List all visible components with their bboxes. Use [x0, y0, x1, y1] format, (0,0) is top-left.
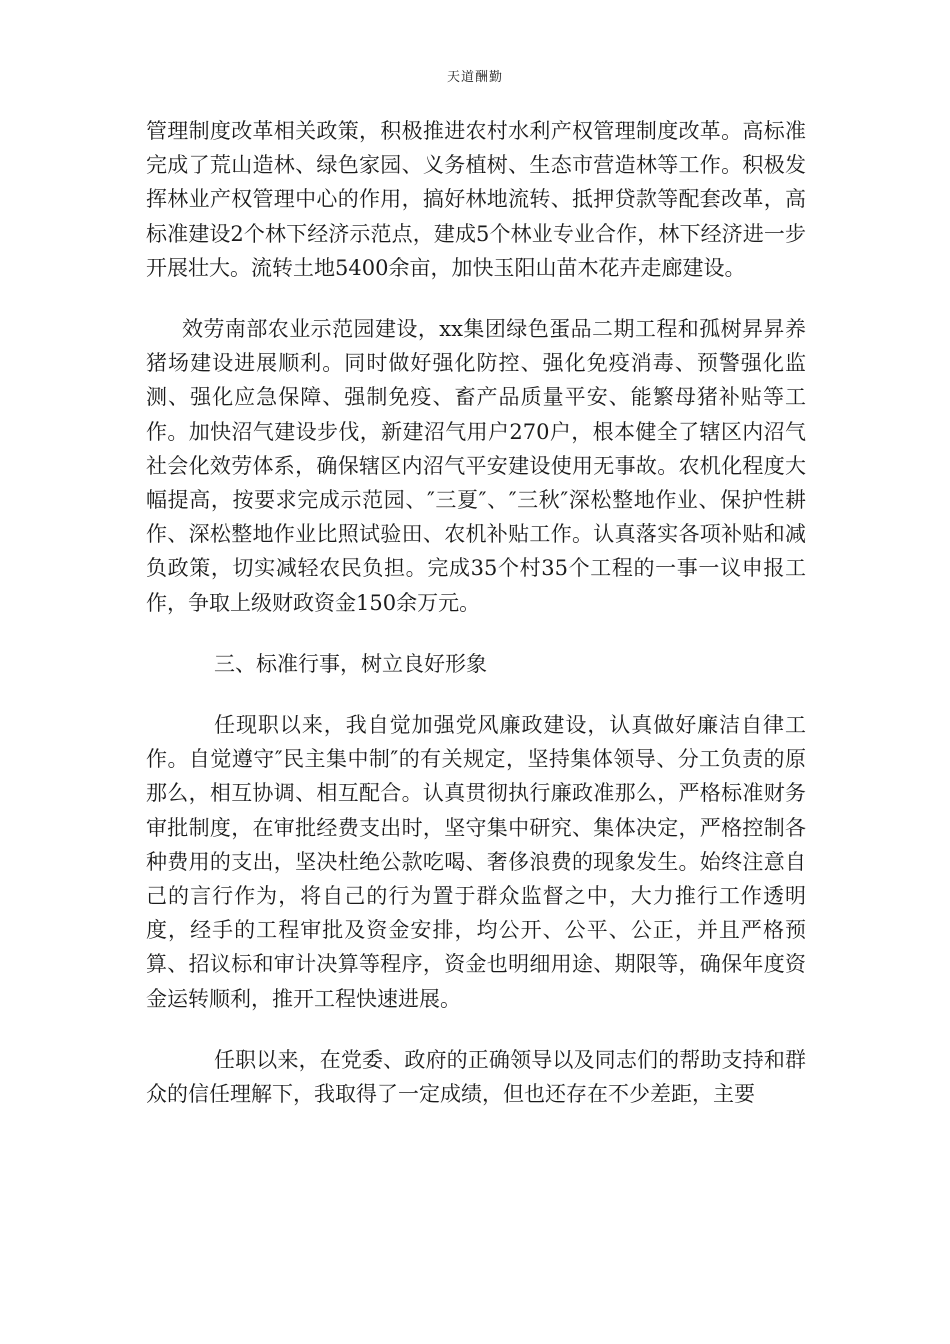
- paragraph-forestry-reform: 管理制度改革相关政策，积极推进农村水利产权管理制度改革。高标准完成了荒山造林、绿色家园、义务植树、生态市营造林等工作。积极发挥林业产权管理中心的作用，搞好林地流转、抵押贷款等配套改革，高标准建设2个林下经济示范点，建成5个林业专业合作，林下经济进一步开展壮大。流转土地5400余亩，加快玉阳山苗木花卉走廊建设。: [146, 119, 806, 280]
- paragraph-integrity: 任现职以来，我自觉加强党风廉政建设，认真做好廉洁自律工作。自觉遵守″民主集中制″的有关规定，坚持集体领导、分工负责的原那么，相互协调、相互配合。认真贯彻执行廉政准那么，严格标准财务审批制度，在审批经费支出时，坚守集中研究、集体决定，严格控制各种费用的支出，坚决杜绝公款吃喝、奢侈浪费的现象发生。始终注意自己的言行作为，将自己的行为置于群众监督之中，大力推行工作透明度，经手的工程审批及资金安排，均公开、公平、公正，并且严格预算、招议标和审计决算等程序，资金也明细用途、期限等，确保年度资金运转顺利，推开工程快速进展。: [146, 713, 806, 1011]
- paragraph-gap: [146, 681, 806, 708]
- page-header: 天道酬勤: [446, 70, 503, 85]
- document-body: [146, 114, 806, 1111]
- paragraph-summary: 任职以来，在党委、政府的正确领导以及同志们的帮助支持和群众的信任理解下，我取得了一定成绩，但也还存在不少差距，主要: [146, 1047, 806, 1107]
- paragraph-gap: [146, 285, 806, 312]
- section-heading: 三、标准行事，树立良好形象: [214, 651, 487, 676]
- paragraph-gap: [146, 1016, 806, 1043]
- paragraph-gap: [146, 620, 806, 647]
- paragraph-agriculture-service: 效劳南部农业示范园建设，xx集团绿色蛋品二期工程和孤树昇昇养猪场建设进展顺利。同时做好强化防控、强化免疫消毒、预警强化监测、强化应急保障、强制免疫、畜产品质量平安、能繁母猪补贴等工作。加快沼气建设步伐，新建沼气用户270户，根本健全了辖区内沼气社会化效劳体系，确保辖区内沼气平安建设使用无事故。农机化程度大幅提高，按要求完成示范园、″三夏″、″三秋″深松整地作业、保护性耕作、深松整地作业比照试验田、农机补贴工作。认真落实各项补贴和减负政策，切实减轻农民负担。完成35个村35个工程的一事一议申报工作，争取上级财政资金150余万元。: [146, 317, 806, 615]
